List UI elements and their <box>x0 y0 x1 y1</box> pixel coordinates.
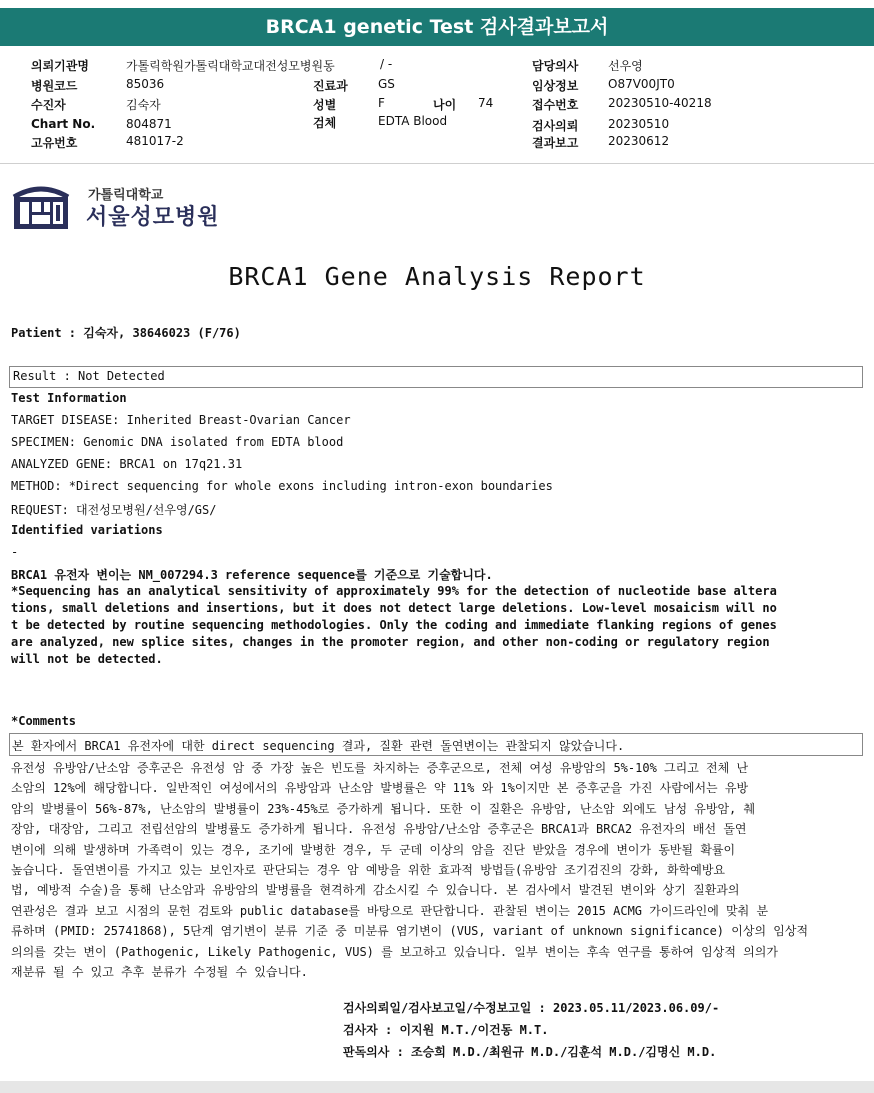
comment-line: 재분류 될 수 있고 추후 분류가 수정될 수 있습니다. <box>11 965 308 980</box>
identified-variations-heading: Identified variations <box>11 523 163 537</box>
info-label: 성별 <box>313 98 337 112</box>
sensitivity-line: are analyzed, new splice sites, changes in the promoter region, and other non-coding or regulatory region <box>11 635 770 649</box>
info-label: 의뢰기관명 <box>31 59 89 73</box>
comment-line: 류하며 (PMID: 25741868), 5단계 염기변이 분류 기준 중 미분류 염기변이 (VUS, variant of unknown significance) 이상의 임상적 <box>11 924 809 939</box>
info-value: 가톨릭학원가톨릭대학교대전성모병원동 <box>126 59 335 73</box>
hospital-logo-university: 가톨릭대학교 <box>88 188 164 203</box>
info-label: 병원코드 <box>31 79 78 93</box>
info-value: 804871 <box>126 117 172 131</box>
identified-variations-value: - <box>11 545 19 559</box>
info-value: 85036 <box>126 77 165 91</box>
comment-line: 법, 예방적 수술)을 통해 난소암과 유방암의 발병률을 현격하게 감소시킬 수 있습니다. 본 검사에서 발견된 변이와 상기 질환과의 <box>11 883 740 898</box>
info-value: 481017-2 <box>126 134 184 148</box>
target-disease: TARGET DISEASE: Inherited Breast-Ovarian Cancer <box>11 413 351 427</box>
sensitivity-paragraph <box>11 583 871 668</box>
info-value: / - <box>380 57 393 71</box>
sensitivity-line: *Sequencing has an analytical sensitivity of approximately 99% for the detection of nucleotide base altera <box>11 584 777 598</box>
request: REQUEST: 대전성모병원/선우영/GS/ <box>11 503 217 517</box>
info-label: 나이 <box>433 98 457 112</box>
comment-summary: 본 환자에서 BRCA1 유전자에 대한 direct sequencing 결과, 질환 관련 돌연변이는 관찰되지 않았습니다. <box>12 739 625 753</box>
report-header-title: BRCA1 genetic Test 검사결과보고서 <box>0 8 874 46</box>
comment-line: 장암, 대장암, 그리고 전립선암의 발병률도 증가하게 됩니다. 유전성 유방암/난소암 증후군은 BRCA1과 BRCA2 유전자의 배선 돌연 <box>11 822 747 837</box>
catholic-university-emblem-icon <box>10 183 72 231</box>
comment-line: 의의를 갖는 변이 (Pathogenic, Likely Pathogenic, VUS) 를 보고하고 있습니다. 일부 변이는 후속 연구를 통하여 임상적 의의가 <box>11 944 778 959</box>
info-value: F <box>378 96 385 110</box>
specimen: SPECIMEN: Genomic DNA isolated from EDTA blood <box>11 435 344 449</box>
report-title: BRCA1 Gene Analysis Report <box>228 262 646 291</box>
comment-line: 높습니다. 돌연변이를 가지고 있는 보인자로 판단되는 경우 암 예방을 위한 효과적 방법들(유방암 조기검진의 강화, 화학예방요 <box>11 863 726 878</box>
comment-line: 암의 발병률이 56%-87%, 난소암의 발병률이 23%-45%로 증가하게 됩니다. 또한 이 질환은 유방암, 난소암 외에도 남성 유방암, 췌 <box>11 801 756 816</box>
comments-heading: *Comments <box>11 714 77 728</box>
sensitivity-line: tions, small deletions and insertions, but it does not detect large deletions. Low-level mosaicism will no <box>11 601 777 615</box>
comment-line: 소암의 12%에 해당합니다. 일반적인 여성에서의 유방암과 난소암 발병률은 약 11% 와 1%이지만 본 증후군을 가진 사람에서는 유방 <box>11 781 749 796</box>
info-label: 결과보고 <box>532 136 579 150</box>
method: METHOD: *Direct sequencing for whole exons including intron-exon boundaries <box>11 479 553 493</box>
test-info-heading: Test Information <box>11 391 127 405</box>
reading-physicians: 판독의사 : 조승희 M.D./최원규 M.D./김훈석 M.D./김명신 M.D. <box>343 1045 717 1059</box>
info-label: 수진자 <box>31 98 66 112</box>
comments-paragraph <box>11 758 871 982</box>
comment-line: 유전성 유방암/난소암 증후군은 유전성 암 중 가장 높은 빈도를 차지하는 증후군으로, 전체 여성 유방암의 5%-10% 그리고 전체 난 <box>11 761 749 775</box>
info-value: EDTA Blood <box>378 114 448 128</box>
info-label: Chart No. <box>31 117 96 131</box>
sensitivity-line: t be detected by routine sequencing methodologies. Only the coding and immediate flanking regions of genes <box>11 618 777 632</box>
info-label: 진료과 <box>313 79 348 93</box>
info-value: 20230612 <box>608 134 670 148</box>
info-value: GS <box>378 77 395 91</box>
hospital-logo-name: 서울성모병원 <box>86 205 220 230</box>
info-value: 20230510-40218 <box>608 96 712 110</box>
info-label: 접수번호 <box>532 98 579 112</box>
report-dates: 검사의뢰일/검사보고일/수정보고일 : 2023.05.11/2023.06.09/- <box>343 1001 720 1015</box>
info-label: 담당의사 <box>532 59 579 73</box>
patient-line: Patient : 김숙자, 38646023 (F/76) <box>11 326 241 340</box>
info-label: 임상정보 <box>532 79 579 93</box>
analyzed-gene: ANALYZED GENE: BRCA1 on 17q21.31 <box>11 457 243 471</box>
reference-note: BRCA1 유전자 변이는 NM_007294.3 reference sequence를 기준으로 기술합니다. <box>11 568 493 582</box>
info-label: 검체 <box>313 116 337 130</box>
sensitivity-line: will not be detected. <box>11 652 163 666</box>
info-label: 검사의뢰 <box>532 119 579 133</box>
comment-line: 변이에 의해 발생하며 가족력이 있는 경우, 조기에 발병한 경우, 두 군데 이상의 암을 진단 받았을 경우에 변이가 동반될 확률이 <box>11 842 736 857</box>
info-value: 74 <box>478 96 494 110</box>
info-value: 김숙자 <box>126 98 161 112</box>
info-value: O87V00JT0 <box>608 77 675 91</box>
page-bottom-band <box>0 1081 874 1093</box>
info-label: 고유번호 <box>31 136 78 150</box>
comment-line: 연관성은 결과 보고 시점의 문헌 검토와 public database를 바탕으로 판단합니다. 관찰된 변이는 2015 ACMG 가이드라인에 맞춰 분 <box>11 903 769 918</box>
examiners: 검사자 : 이지원 M.T./이건동 M.T. <box>343 1023 549 1037</box>
result-text: Result : Not Detected <box>13 369 165 383</box>
header-divider <box>0 163 874 164</box>
info-value: 선우영 <box>608 59 643 73</box>
info-value: 20230510 <box>608 117 670 131</box>
